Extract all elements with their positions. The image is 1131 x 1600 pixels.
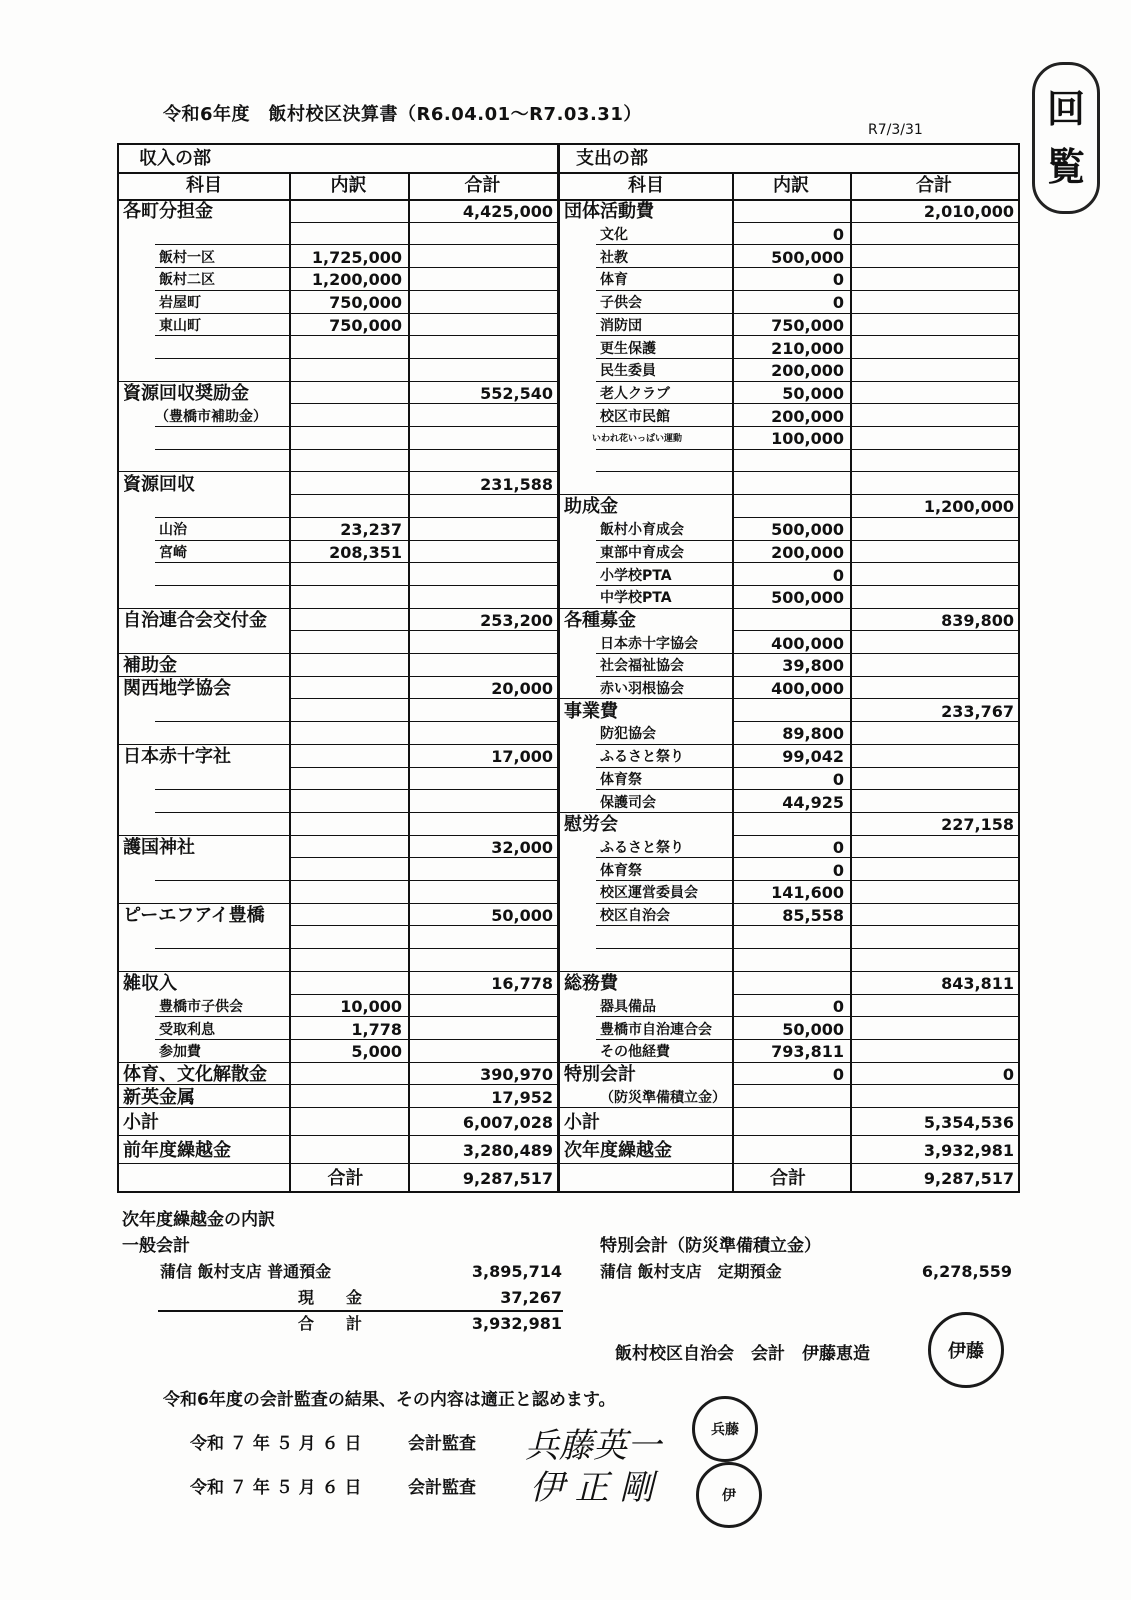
expense-row-label: 文化 <box>600 227 628 244</box>
income-row-line <box>289 1135 557 1136</box>
expense-row-detail: 0 <box>832 565 844 585</box>
income-row-line <box>289 653 557 654</box>
expense-row-label: 老人クラブ <box>600 385 670 402</box>
income-label-line <box>119 1062 289 1063</box>
audit-date-2: 令和 ７ 年 ５ 月 ６ 日 <box>190 1478 362 1498</box>
audit-role-1: 会計監査 <box>408 1434 476 1454</box>
expense-row-detail: 合計 <box>770 1168 806 1189</box>
expense-sub-line <box>596 471 732 472</box>
expense-row-detail: 210,000 <box>771 338 844 358</box>
expense-row-detail: 0 <box>832 769 844 789</box>
income-sub-line <box>155 358 289 359</box>
expense-row-line <box>732 494 1018 495</box>
audit-role-2: 会計監査 <box>408 1478 476 1498</box>
income-row-total: 4,425,000 <box>462 202 553 222</box>
income-row-line <box>289 948 557 949</box>
expense-row-label: 器具備品 <box>600 998 656 1015</box>
expense-row-label: 慰労会 <box>564 814 618 836</box>
expense-row-detail: 200,000 <box>771 406 844 426</box>
expense-row-detail: 99,042 <box>782 747 844 767</box>
income-row-total: 253,200 <box>480 610 553 630</box>
expense-row-label: 飯村小育成会 <box>600 522 684 539</box>
income-row-label: 各町分担金 <box>123 201 213 223</box>
special-account-label: 特別会計（防災準備積立金） <box>600 1236 821 1256</box>
income-row-label: 飯村二区 <box>159 272 215 289</box>
income-row-line <box>289 812 557 813</box>
income-row-line <box>289 971 557 972</box>
income-row-line <box>289 381 557 382</box>
income-row-line <box>289 517 557 518</box>
center-divider <box>557 145 560 1191</box>
expense-row-detail: 85,558 <box>782 906 844 926</box>
expense-label-line <box>560 494 732 495</box>
expense-row-label: 中学校PTA <box>600 590 672 607</box>
income-row-total: 16,778 <box>491 974 553 994</box>
audit-statement: 令和6年度の会計監査の結果、その内容は適正と認めます。 <box>163 1390 616 1410</box>
income-label-line <box>119 835 289 836</box>
income-label-line <box>119 1163 289 1164</box>
income-sub-line <box>155 585 289 586</box>
income-header-1: 内訳 <box>330 175 367 196</box>
expense-row-total: 839,800 <box>941 610 1014 630</box>
carryover-cash-label: 現 金 <box>298 1288 363 1307</box>
expense-row-total: 9,287,517 <box>923 1169 1014 1188</box>
income-row-label: 飯村一区 <box>159 249 215 266</box>
income-label-line <box>119 608 289 609</box>
expense-sub-line <box>596 948 732 949</box>
income-row-label: ピーエフアイ豊橋 <box>123 905 265 927</box>
expense-row-detail: 141,600 <box>771 883 844 903</box>
auditor-signature-1: 兵藤英一 <box>525 1426 661 1466</box>
settlement-table <box>117 143 1020 1193</box>
income-header-0: 科目 <box>186 175 222 196</box>
income-row-total: 552,540 <box>480 383 553 403</box>
expense-row-label: 更生保護 <box>600 340 656 357</box>
income-label-line <box>119 471 289 472</box>
auditor-signature-2: 伊 正 剛 <box>530 1468 654 1508</box>
income-row-label: 山治 <box>159 522 187 539</box>
section-line <box>119 172 1018 174</box>
expense-row-label: 特別会計 <box>564 1063 636 1085</box>
income-row-total: 50,000 <box>491 906 553 926</box>
expense-row-total: 843,811 <box>941 974 1014 994</box>
income-row-label: 雑収入 <box>123 973 177 995</box>
expense-row-line <box>732 971 1018 972</box>
expense-row-label: その他経費 <box>600 1044 670 1061</box>
treasurer-seal: 伊藤 <box>928 1312 1004 1388</box>
income-row-label: 新英金属 <box>123 1086 195 1108</box>
expense-row-label: いわれ花いっぱい運動 <box>592 434 683 445</box>
expense-row-detail: 89,800 <box>782 724 844 744</box>
expense-row-label: 子供会 <box>600 295 642 312</box>
expense-row-label: 保護司会 <box>600 794 656 811</box>
expense-row-label: 豊橋市自治連合会 <box>600 1021 712 1038</box>
carryover-cash-value: 37,267 <box>500 1288 562 1307</box>
special-deposit-value: 6,278,559 <box>921 1262 1012 1281</box>
expense-row-total: 1,200,000 <box>923 497 1014 517</box>
income-row-detail: 1,778 <box>351 1019 402 1039</box>
expense-row-label: 体育祭 <box>600 862 642 879</box>
income-row-line <box>289 244 557 245</box>
expense-row-detail: 39,800 <box>782 656 844 676</box>
income-row-line <box>289 880 557 881</box>
income-sub-line <box>155 721 289 722</box>
general-account-label: 一般会計 <box>122 1236 190 1256</box>
expense-row-label: 社会福祉協会 <box>600 658 684 675</box>
income-row-label: 護国神社 <box>123 836 195 858</box>
auditor-seal-1: 兵藤 <box>692 1396 758 1462</box>
treasurer-signature: 飯村校区自治会 会計 伊藤恵造 <box>615 1344 870 1364</box>
income-row-detail: 10,000 <box>340 996 402 1016</box>
income-row-line <box>289 1163 557 1164</box>
income-row-total: 32,000 <box>491 837 553 857</box>
expense-row-detail: 50,000 <box>782 1019 844 1039</box>
expense-row-detail: 0 <box>832 860 844 880</box>
income-sub-line <box>155 449 289 450</box>
stamp-char-2: 覧 <box>1046 144 1085 189</box>
document-title: 令和6年度 飯村校区決算書（R6.04.01～R7.03.31） <box>163 104 642 125</box>
income-row-detail: 1,200,000 <box>311 270 402 290</box>
expense-row-label: ふるさと祭り <box>600 749 684 766</box>
expense-row-detail: 500,000 <box>771 588 844 608</box>
income-row-label: 体育、文化解散金 <box>123 1063 267 1085</box>
expense-row-detail: 0 <box>832 270 844 290</box>
expense-row-detail: 50,000 <box>782 383 844 403</box>
income-row-line <box>289 449 557 450</box>
expense-row-label: 総務費 <box>564 973 618 995</box>
carryover-total-label: 合 計 <box>298 1314 363 1333</box>
expense-row-label: 赤い羽根協会 <box>600 681 684 698</box>
expense-row-detail: 100,000 <box>771 429 844 449</box>
expense-label-line <box>560 1163 732 1164</box>
expense-row-detail: 400,000 <box>771 679 844 699</box>
expense-row-label: 次年度繰越金 <box>564 1140 672 1161</box>
expense-row-label: 団体活動費 <box>564 201 654 223</box>
special-deposit-label: 蒲信 飯村支店 定期預金 <box>600 1262 782 1281</box>
income-row-detail: 合計 <box>327 1168 364 1189</box>
income-row-label: 関西地学協会 <box>123 678 231 700</box>
income-row-label: 豊橋市子供会 <box>159 998 243 1015</box>
income-label-line <box>119 903 289 904</box>
expense-row-line <box>732 1163 1018 1164</box>
income-row-line <box>289 744 557 745</box>
document-date: R7/3/31 <box>868 122 923 138</box>
expense-row-detail: 0 <box>832 225 844 245</box>
expense-row-total: 3,932,981 <box>923 1141 1014 1160</box>
expense-row-total: 227,158 <box>941 815 1014 835</box>
expense-row-label: 民生委員 <box>600 363 656 380</box>
expense-header-0: 科目 <box>628 175 664 196</box>
income-row-line <box>289 789 557 790</box>
expense-row-detail: 0 <box>832 837 844 857</box>
income-row-label: 受取利息 <box>159 1021 215 1038</box>
expense-row-label: 助成金 <box>564 496 618 518</box>
income-row-label: 東山町 <box>159 317 201 334</box>
income-row-total: 17,000 <box>491 747 553 767</box>
income-row-line <box>289 676 557 677</box>
expense-row-total: 0 <box>1002 1064 1014 1084</box>
income-row-detail: 208,351 <box>329 542 402 562</box>
expense-row-label: 小学校PTA <box>600 567 672 584</box>
expense-row-total: 233,767 <box>941 701 1014 721</box>
income-row-line <box>289 426 557 427</box>
expense-row-detail: 44,925 <box>782 792 844 812</box>
income-row-line <box>289 835 557 836</box>
stamp-char-1: 回 <box>1046 86 1085 131</box>
expense-row-label: 事業費 <box>564 700 618 722</box>
expense-row-detail: 200,000 <box>771 542 844 562</box>
expense-row-label: 消防団 <box>600 317 642 334</box>
income-row-total: 17,952 <box>491 1087 553 1107</box>
income-row-label: 資源回収奨励金 <box>123 382 249 404</box>
auditor-seal-2: 伊 <box>696 1462 762 1528</box>
expense-row-label: 校区運営委員会 <box>600 885 698 902</box>
income-row-label: 自治連合会交付金 <box>123 609 267 631</box>
income-row-label: 日本赤十字社 <box>123 746 231 768</box>
income-row-line <box>289 721 557 722</box>
income-row-total: 20,000 <box>491 679 553 699</box>
expense-row-label: 社教 <box>600 249 628 266</box>
income-row-label: 補助金 <box>123 655 177 677</box>
income-row-label: 小計 <box>123 1112 159 1133</box>
expense-row-detail: 0 <box>832 1064 844 1084</box>
carryover-total-value: 3,932,981 <box>471 1314 562 1333</box>
expense-row-total: 2,010,000 <box>923 202 1014 222</box>
income-row-total: 3,280,489 <box>462 1141 553 1160</box>
expense-row-line <box>732 1135 1018 1136</box>
expense-header-2: 合計 <box>916 175 952 196</box>
expense-row-label: 校区市民館 <box>600 408 670 425</box>
income-sub-line <box>155 789 289 790</box>
income-row-detail: 750,000 <box>329 293 402 313</box>
expense-row-label: 各種募金 <box>564 609 636 631</box>
expense-row-line <box>732 1107 1018 1108</box>
income-row-label: 参加費 <box>159 1044 201 1061</box>
expense-label-line <box>560 1135 732 1136</box>
expense-row-label: 防犯協会 <box>600 726 656 743</box>
expense-section-title: 支出の部 <box>576 148 648 169</box>
income-row-detail: 1,725,000 <box>311 247 402 267</box>
carryover-deposit-label: 蒲信 飯村支店 普通預金 <box>160 1262 332 1281</box>
income-header-2: 合計 <box>464 175 501 196</box>
income-row-label: 前年度繰越金 <box>123 1140 231 1161</box>
income-label-line <box>119 653 289 654</box>
carryover-deposit-value: 3,895,714 <box>471 1262 562 1281</box>
expense-header-1: 内訳 <box>773 175 809 196</box>
expense-row-label: 体育祭 <box>600 771 642 788</box>
income-label-line <box>119 1135 289 1136</box>
circulation-stamp <box>1032 62 1100 214</box>
audit-date-1: 令和 ７ 年 ５ 月 ６ 日 <box>190 1434 362 1454</box>
carryover-divider <box>158 1310 563 1312</box>
income-label-line <box>119 744 289 745</box>
income-row-line <box>289 903 557 904</box>
expense-row-line <box>732 471 1018 472</box>
expense-row-label: 東部中育成会 <box>600 544 684 561</box>
expense-row-detail: 400,000 <box>771 633 844 653</box>
expense-row-detail: 500,000 <box>771 247 844 267</box>
income-row-label: 岩屋町 <box>159 295 201 312</box>
income-sub-line <box>155 948 289 949</box>
income-row-label: （豊橋市補助金） <box>155 408 267 425</box>
income-row-line <box>289 585 557 586</box>
income-sub-line <box>155 517 289 518</box>
income-row-detail: 750,000 <box>329 315 402 335</box>
expense-row-label: 体育 <box>600 272 628 289</box>
expense-row-detail: 200,000 <box>771 361 844 381</box>
expense-row-line <box>732 948 1018 949</box>
expense-row-label: （防災準備積立金） <box>600 1089 726 1106</box>
expense-row-detail: 500,000 <box>771 520 844 540</box>
income-row-line <box>289 358 557 359</box>
income-row-total: 390,970 <box>480 1064 553 1084</box>
income-row-total: 231,588 <box>480 474 553 494</box>
income-sub-line <box>155 812 289 813</box>
income-row-total: 6,007,028 <box>462 1113 553 1132</box>
income-row-line <box>289 471 557 472</box>
income-label-line <box>119 381 289 382</box>
income-section-title: 収入の部 <box>139 148 211 169</box>
expense-row-detail: 0 <box>832 293 844 313</box>
income-sub-line <box>155 244 289 245</box>
income-row-label: 宮崎 <box>159 544 187 561</box>
income-row-total: 9,287,517 <box>462 1169 553 1188</box>
carryover-heading: 次年度繰越金の内訳 <box>122 1210 275 1230</box>
expense-row-label: ふるさと祭り <box>600 839 684 856</box>
expense-row-detail: 0 <box>832 996 844 1016</box>
income-sub-line <box>155 880 289 881</box>
expense-row-label: 校区自治会 <box>600 908 670 925</box>
expense-row-detail: 750,000 <box>771 315 844 335</box>
expense-row-label: 日本赤十字協会 <box>600 635 698 652</box>
income-row-line <box>289 608 557 609</box>
income-row-label: 資源回収 <box>123 473 195 495</box>
expense-row-total: 5,354,536 <box>923 1113 1014 1132</box>
income-label-line <box>119 971 289 972</box>
income-row-detail: 5,000 <box>351 1042 402 1062</box>
expense-row-label: 小計 <box>564 1112 600 1133</box>
income-row-detail: 23,237 <box>340 520 402 540</box>
expense-row-detail: 793,811 <box>771 1042 844 1062</box>
expense-label-line <box>560 971 732 972</box>
